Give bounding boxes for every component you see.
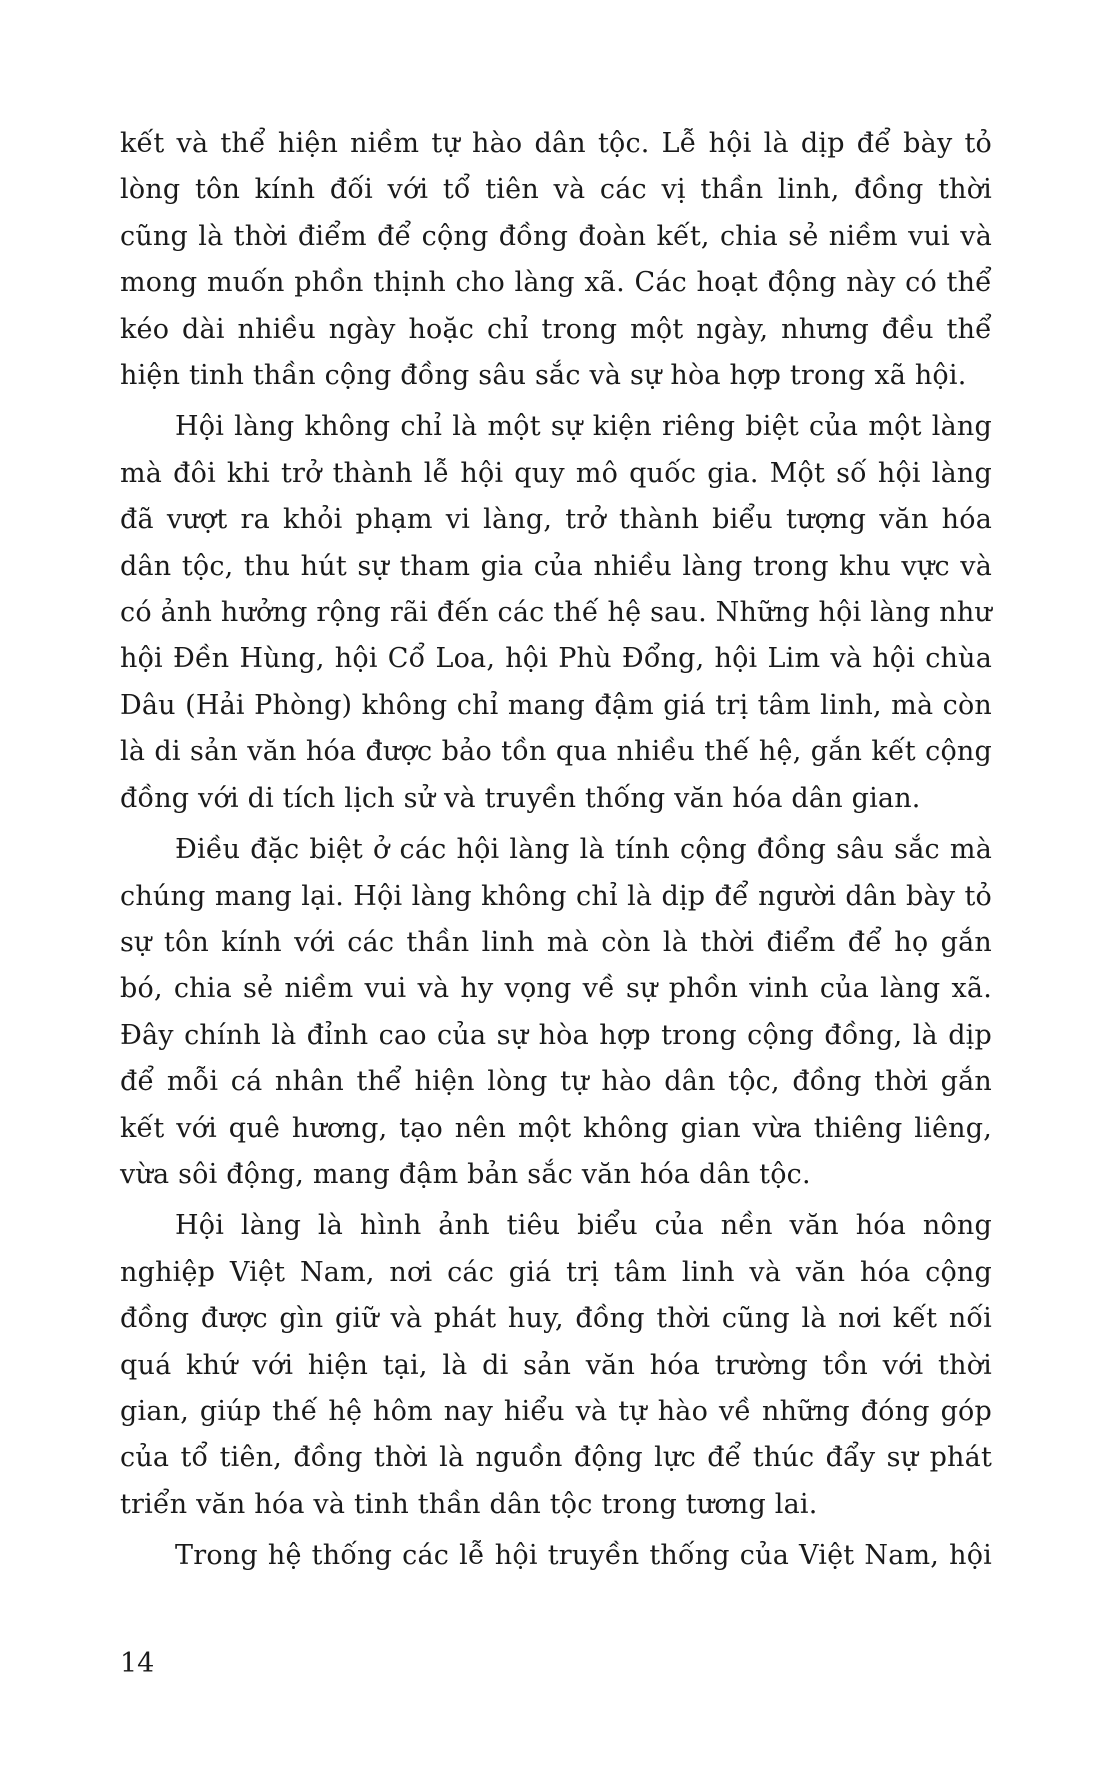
paragraph-tinh-cong-dong: Điều đặc biệt ở các hội làng là tính cộng đồng sâu sắc mà chúng mang lại. Hội làng không chỉ là dịp để người dân bày tỏ sự tôn kính với các thần linh mà còn là thời điểm để họ gắn bó, chia sẻ niềm vui và hy vọng về sự phồn vinh của làng xã. Đây chính là đỉnh cao của sự hòa hợp trong cộng đồng, là dịp để mỗi cá nhân thể hiện lòng tự hào dân tộc, đồng thời gắn kết với quê hương, tạo nên một không gian vừa thiêng liêng, vừa sôi động, mang đậm bản sắc văn hóa dân tộc. — [120, 834, 992, 1190]
paragraph-hinh-anh-tieu-bieu: Hội làng là hình ảnh tiêu biểu của nền văn hóa nông nghiệp Việt Nam, nơi các giá trị tâm linh và văn hóa cộng đồng được gìn giữ và phát huy, đồng thời cũng là nơi kết nối quá khứ với hiện tại, là di sản văn hóa trường tồn với thời gian, giúp thế hệ hôm nay hiểu và tự hào về những đóng góp của tổ tiên, đồng thời là nguồn động lực để thúc đẩy sự phát triển văn hóa và tinh thần dân tộc trong tương lai. — [120, 1210, 992, 1520]
paragraph-continued: kết và thể hiện niềm tự hào dân tộc. Lễ hội là dịp để bày tỏ lòng tôn kính đối với tổ tiên và các vị thần linh, đồng thời cũng là thời điểm để cộng đồng đoàn kết, chia sẻ niềm vui và mong muốn phồn thịnh cho làng xã. Các hoạt động này có thể kéo dài nhiều ngày hoặc chỉ trong một ngày, nhưng đều thể hiện tinh thần cộng đồng sâu sắc và sự hòa hợp trong xã hội. — [120, 128, 992, 392]
paragraph-hoi-lang-quy-mo: Hội làng không chỉ là một sự kiện riêng biệt của một làng mà đôi khi trở thành lễ hội quy mô quốc gia. Một số hội làng đã vượt ra khỏi phạm vi làng, trở thành biểu tượng văn hóa dân tộc, thu hút sự tham gia của nhiều làng trong khu vực và có ảnh hưởng rộng rãi đến các thế hệ sau. Những hội làng như hội Đền Hùng, hội Cổ Loa, hội Phù Đổng, hội Lim và hội chùa Dâu (Hải Phòng) không chỉ mang đậm giá trị tâm linh, mà còn là di sản văn hóa được bảo tồn qua nhiều thế hệ, gắn kết cộng đồng với di tích lịch sử và truyền thống văn hóa dân gian. — [120, 411, 992, 814]
paragraph-trong-he-thong: Trong hệ thống các lễ hội truyền thống của Việt Nam, hội — [175, 1540, 992, 1572]
body-text — [120, 121, 992, 1580]
page-number: 14 — [120, 1648, 155, 1679]
